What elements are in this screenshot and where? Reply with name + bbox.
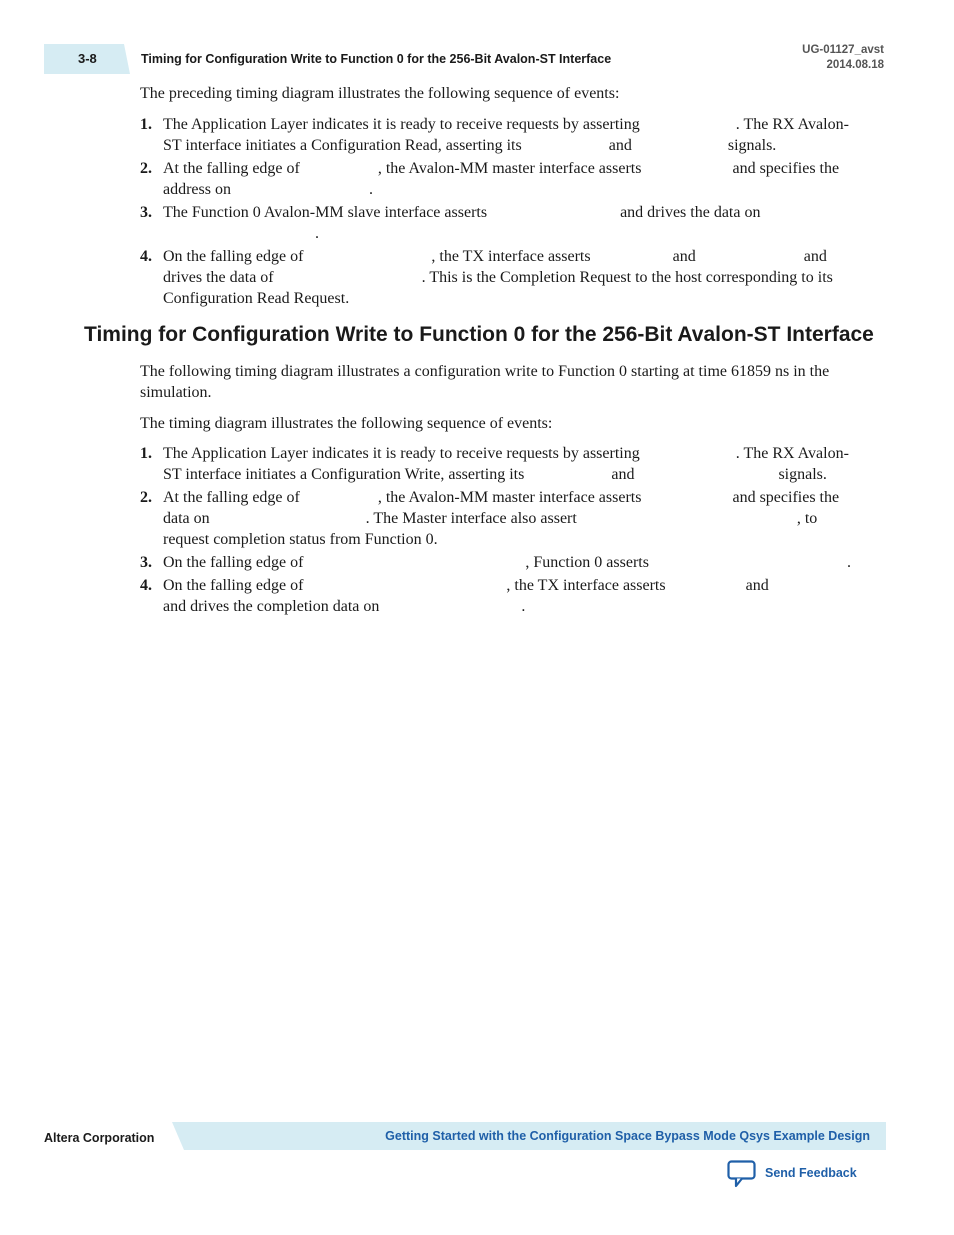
running-title: Timing for Configuration Write to Function 0 for the 256-Bit Avalon-ST Interface xyxy=(141,52,612,66)
speech-bubble-icon xyxy=(727,1159,756,1188)
list-item: 2. At the falling edge of , the Avalon-MM master interface asserts and specifies the data on . The Master interface also assert , to request completion status from Function 0. xyxy=(140,489,840,548)
step-number: 2. xyxy=(140,160,152,177)
step-number: 3. xyxy=(140,554,152,571)
step-number: 2. xyxy=(140,489,152,506)
section-paragraph-2: The timing diagram illustrates the following sequence of events: xyxy=(140,415,553,432)
section-heading: Timing for Configuration Write to Function 0 for the 256-Bit Avalon-ST Interface xyxy=(84,323,874,346)
step-number: 1. xyxy=(140,445,152,462)
list-item: 4. On the falling edge of , the TX interface asserts andand drives the completion data on . xyxy=(140,577,769,615)
list-item: 3. On the falling edge of , Function 0 asserts . xyxy=(140,554,851,571)
list-item: 2. At the falling edge of , the Avalon-MM master interface asserts and specifies the address on . xyxy=(140,160,840,198)
step-number: 3. xyxy=(140,204,152,221)
section-paragraph: The following timing diagram illustrates a configuration write to Function 0 starting at time 61859 ns in the simulation. xyxy=(140,363,830,401)
page-number: 3-8 xyxy=(78,51,97,66)
list-item: 4. On the falling edge of , the TX interface asserts and and drives the data of . This is the Completion Request to the host corresponding to its Configuration Read Request. xyxy=(140,248,833,307)
list-item: 3. The Function 0 Avalon-MM slave interface asserts and drives the data on. xyxy=(140,204,761,242)
event-list-read xyxy=(140,114,865,311)
intro-paragraph: The preceding timing diagram illustrates the following sequence of events: xyxy=(140,85,620,102)
footer-doc-title[interactable]: Getting Started with the Configuration Space Bypass Mode Qsys Example Design xyxy=(385,1129,870,1143)
doc-info xyxy=(802,43,884,73)
doc-id: UG-01127_avst xyxy=(802,44,884,56)
company-name: Altera Corporation xyxy=(44,1131,155,1145)
send-feedback-link[interactable] xyxy=(727,1158,857,1188)
step-number: 1. xyxy=(140,116,152,133)
list-item: 1. The Application Layer indicates it is ready to receive requests by asserting . The RX Avalon-ST interface initiates a Configuration Read, asserting its and signals. xyxy=(140,116,849,154)
event-list-write xyxy=(140,443,865,619)
send-feedback-label: Send Feedback xyxy=(765,1166,857,1180)
list-item: 1. The Application Layer indicates it is ready to receive requests by asserting . The RX Avalon-ST interface initiates a Configuration Write, asserting its and signals. xyxy=(140,445,849,483)
step-number: 4. xyxy=(140,248,152,265)
step-number: 4. xyxy=(140,577,152,594)
doc-date: 2014.08.18 xyxy=(826,59,884,71)
